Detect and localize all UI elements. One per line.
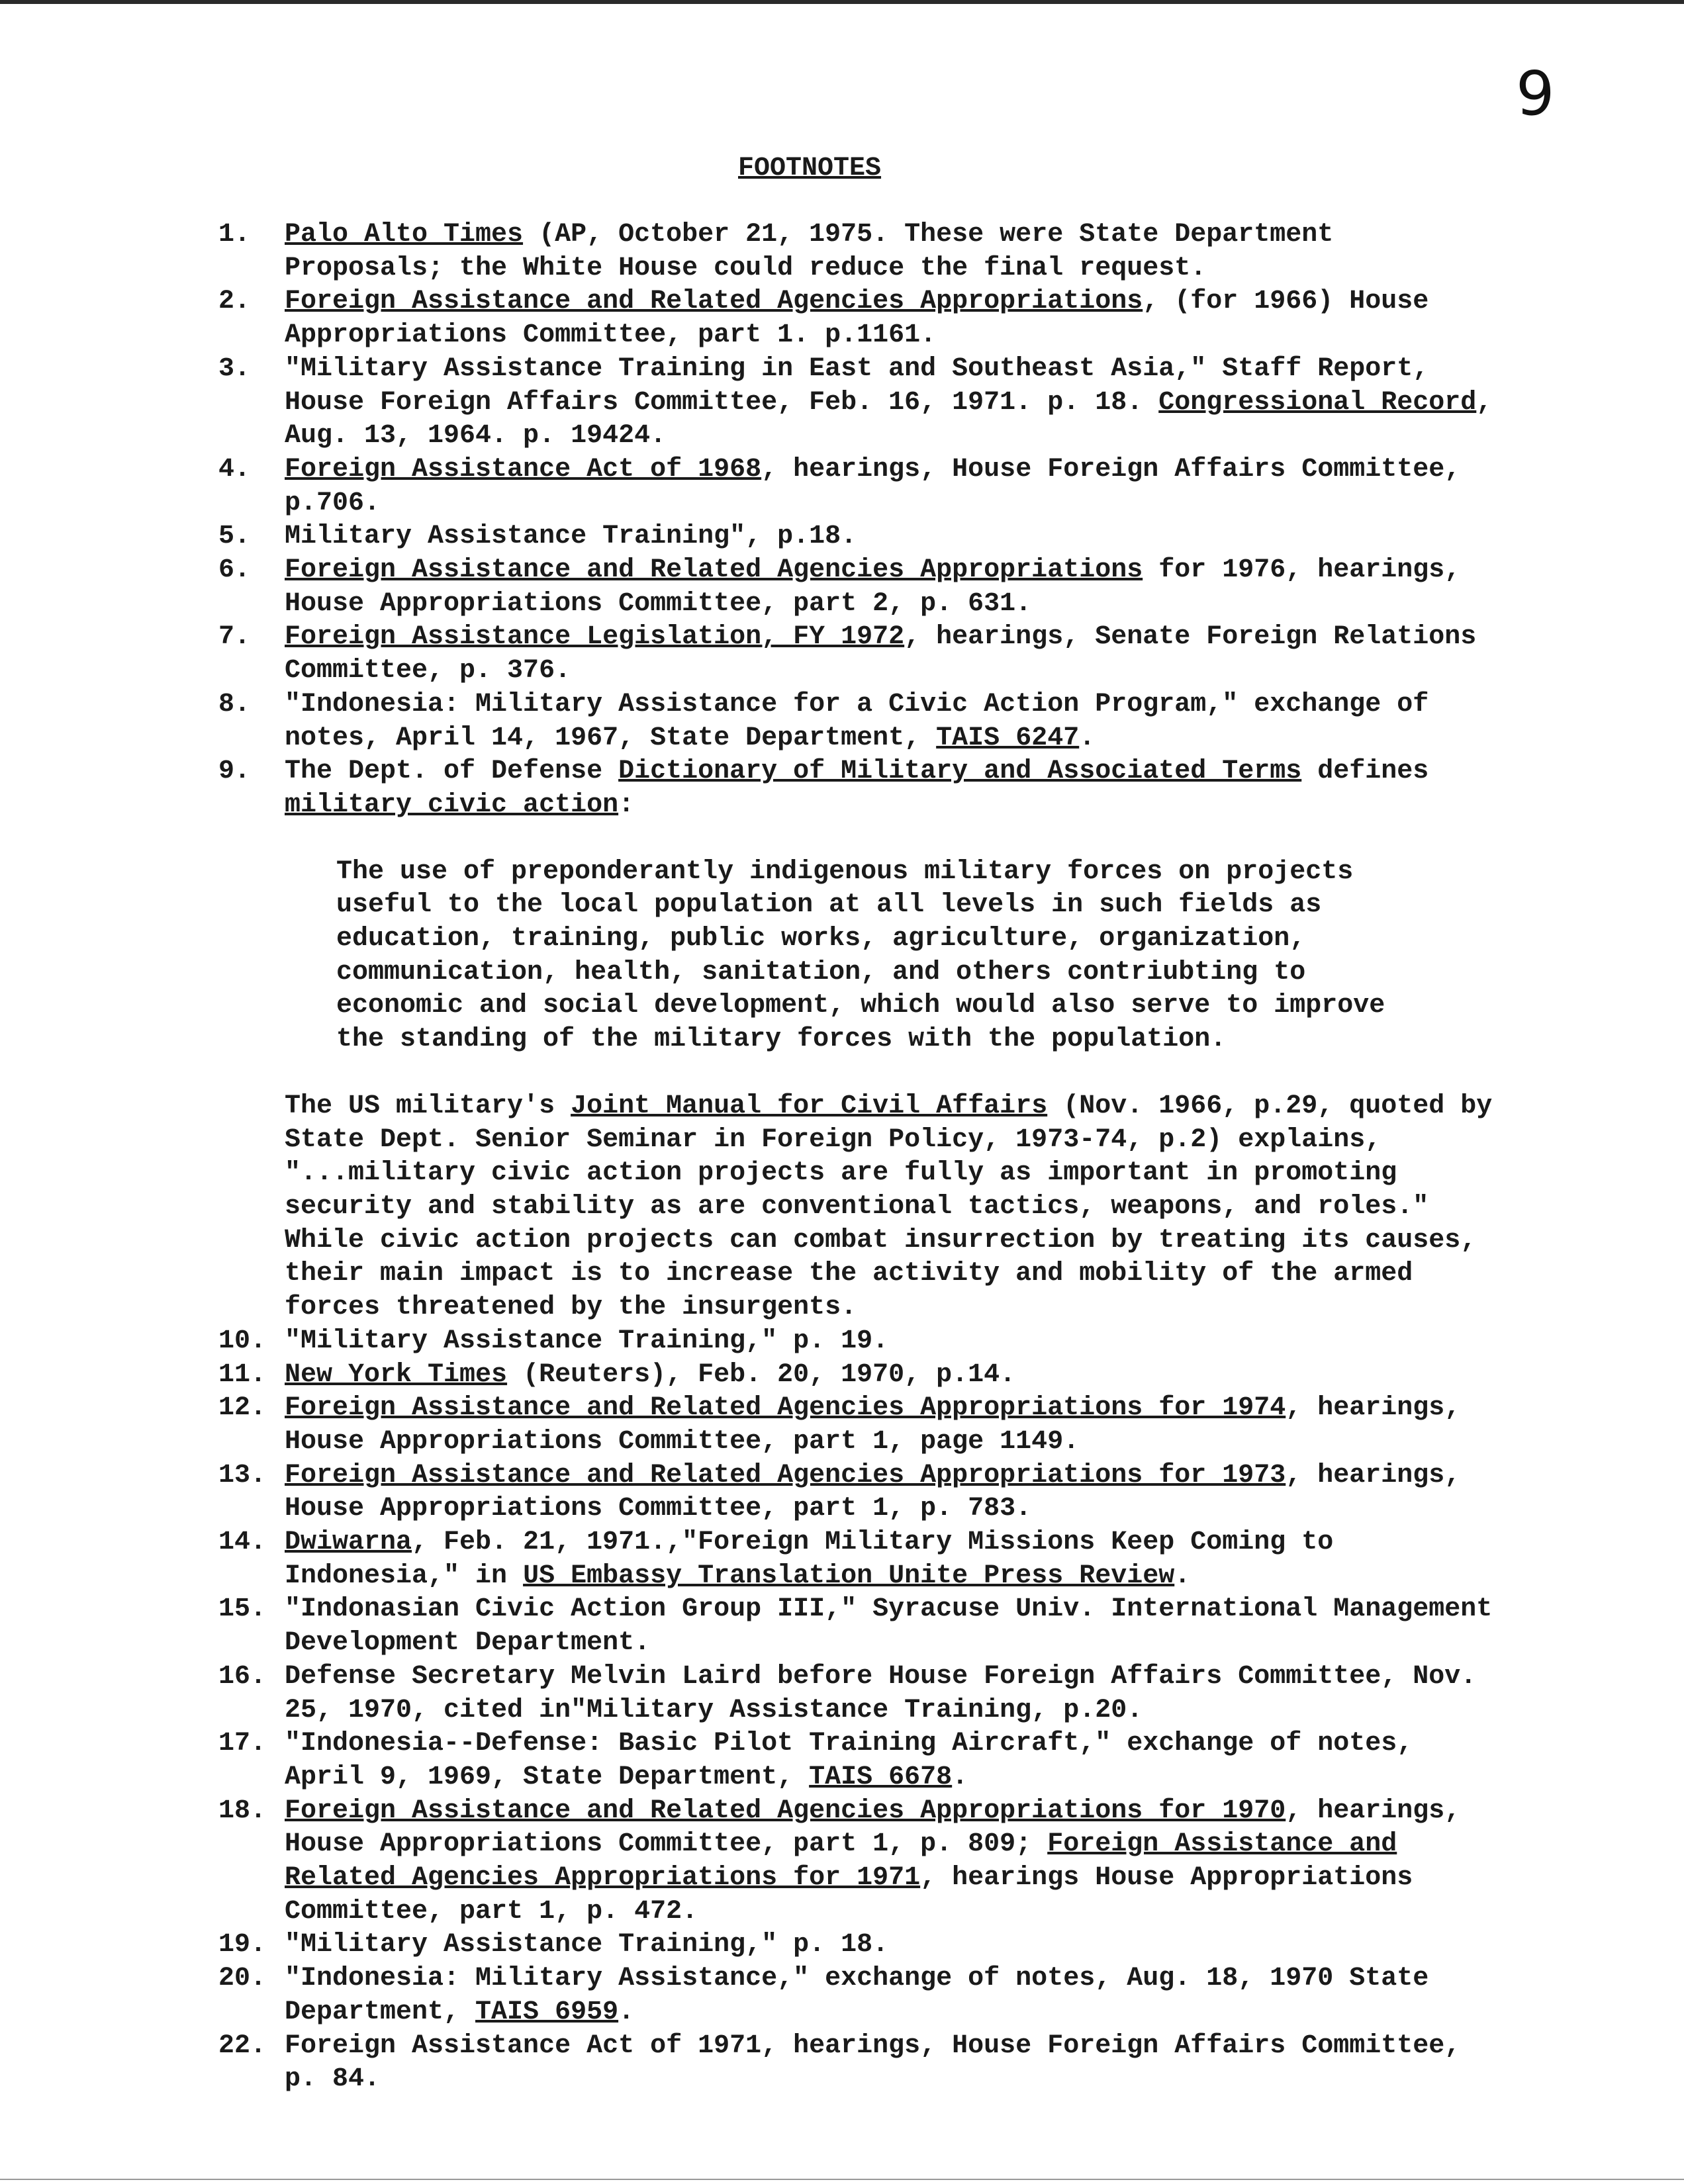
footnote-text [285, 353, 1496, 453]
footnote-number: 10. [218, 1326, 267, 1356]
citation-title: Foreign Assistance and Related Agencies Appropriations for 1973 [285, 1460, 1286, 1490]
citation-text: "Indonesia--Defense: Basic Pilot Training Aircraft," exchange of notes, April 9, 1969, State Department, [285, 1729, 1413, 1792]
citation-text: Defense Secretary Melvin Laird before House Foreign Affairs Committee, Nov. 25, 1970, cited in"Military Assistance Training, p.20. [285, 1661, 1477, 1725]
footnotes-list [218, 218, 1496, 2097]
footnote-text [285, 520, 1496, 554]
citation-title: Foreign Assistance Act of 1968 [285, 454, 762, 484]
footnote-number: 16. [218, 1661, 267, 1692]
citation-text: for 1976, hearings, House Appropriations Committee, part 2, p. 631. [285, 555, 1461, 619]
footnote-item [218, 1661, 1496, 1727]
citation-text: "Indonasian Civic Action Group III," Syracuse Univ. International Management Development Department. [285, 1594, 1493, 1659]
citation-text: "Military Assistance Training," p. 19. [285, 1326, 889, 1356]
footnote-number: 7. [218, 622, 251, 653]
footnote-text [285, 2030, 1496, 2097]
footnote-item [218, 285, 1496, 352]
citation-title: Joint Manual for Civil Affairs [571, 1091, 1048, 1121]
citation-text: . [952, 1762, 968, 1792]
footnotes-group-b [218, 1325, 1496, 2097]
footnote-number: 1. [218, 220, 251, 250]
footnote-number: 18. [218, 1796, 267, 1826]
footnote-item [218, 554, 1496, 621]
footnote-number: 20. [218, 1964, 267, 1994]
citation-text: (Nov. 1966, p.29, quoted by State Dept. Senior Seminar in Foreign Policy, 1973-74, p.2) explains, "...military civic action projects are fully as important in promoting security and stability as are conventional tactics, weapons, and roles." While civic action projects can combat insurrection by treating its causes, their main impact is to increase the activity and mobility of the armed forces threatened by the insurgents. [285, 1091, 1493, 1323]
citation-title: Foreign Assistance and Related Agencies Appropriations [285, 555, 1143, 586]
footnote-text [285, 1526, 1496, 1593]
footnote-number: 17. [218, 1729, 267, 1759]
citation-text: defines [1301, 756, 1429, 787]
citation-text: Military Assistance Training", p.18. [285, 522, 857, 552]
footnote-number: 15. [218, 1594, 267, 1625]
footnote-text [285, 1392, 1496, 1459]
footnote-item [218, 1593, 1496, 1660]
citation-title: Foreign Assistance and Related Agencies Appropriations for 1974 [285, 1393, 1286, 1424]
footnote-number: 6. [218, 555, 251, 586]
citation-text: Foreign Assistance Act of 1971, hearings, House Foreign Affairs Committee, p. 84. [285, 2030, 1461, 2095]
citation-text: "Military Assistance Training," p. 18. [285, 1930, 889, 1960]
footnote-number: 4. [218, 454, 251, 484]
footnote-text [285, 285, 1496, 352]
citation-text: , Feb. 21, 1971.,"Foreign Military Missions Keep Coming to Indonesia," in [285, 1527, 1334, 1591]
citation-text: . [1174, 1561, 1191, 1591]
footnote-text [285, 554, 1496, 621]
citation-text: "Military Assistance Training in East and Southeast Asia," Staff Report, House Foreign Affairs Committee, Feb. 16, 1971. p. 18. [285, 353, 1429, 418]
citation-title: Dwiwarna [285, 1527, 412, 1558]
footnote-text [285, 1359, 1496, 1392]
footnote-item [218, 353, 1496, 453]
citation-title: Foreign Assistance Legislation, FY 1972 [285, 622, 905, 653]
citation-title: military civic action [285, 790, 619, 820]
footnote-number: 11. [218, 1359, 267, 1390]
footnote-text [285, 1459, 1496, 1526]
citation-text: . [1079, 723, 1096, 753]
citation-text: "Indonesia: Military Assistance," exchange of notes, Aug. 18, 1970 State Department, [285, 1964, 1429, 2027]
footnote-text [285, 1325, 1496, 1359]
citation-text: : [618, 790, 635, 820]
citation-title: Foreign Assistance and Related Agencies Appropriations [285, 287, 1143, 317]
page-bottom-edge [0, 2179, 1684, 2180]
citation-title: Foreign Assistance and Related Agencies Appropriations for 1970 [285, 1796, 1286, 1826]
citation-text: The US military's [285, 1091, 571, 1121]
footnote-number: 12. [218, 1393, 267, 1424]
footnote-item [218, 1795, 1496, 1929]
footnote-9-continuation [285, 1090, 1496, 1325]
footnote-number: 8. [218, 689, 251, 719]
footnote-item [218, 520, 1496, 554]
footnote-item [218, 1359, 1496, 1392]
citation-text: , hearings House Appropriations Committee, part 1, p. 472. [285, 1863, 1413, 1927]
footnote-item [218, 1459, 1496, 1526]
footnote-text [285, 688, 1496, 755]
footnote-text [285, 453, 1496, 520]
footnote-item [218, 1526, 1496, 1593]
citation-text: , hearings, Senate Foreign Relations Committee, p. 376. [285, 622, 1477, 686]
footnote-text [285, 1929, 1496, 1962]
citation-title: US Embassy Translation Unite Press Review [523, 1561, 1175, 1591]
citation-text: , hearings, House Foreign Affairs Committee, p.706. [285, 454, 1461, 518]
footnote-item [218, 1962, 1496, 2029]
footnote-item [218, 1325, 1496, 1359]
footnote-text [285, 218, 1496, 285]
footnote-item [218, 453, 1496, 520]
footnote-item [218, 2030, 1496, 2097]
footnote-number: 2. [218, 287, 251, 317]
page-top-edge [0, 0, 1684, 4]
citation-text: (Reuters), Feb. 20, 1970, p.14. [507, 1359, 1016, 1390]
citation-text: , hearings, House Appropriations Committee, part 1, page 1149. [285, 1393, 1461, 1457]
citation-text: The Dept. of Defense [285, 756, 619, 787]
citation-title: Dictionary of Military and Associated Terms [618, 756, 1302, 787]
footnote-number: 22. [218, 2030, 267, 2061]
citation-title: Foreign Assistance and Related Agencies Appropriations for 1971 [285, 1829, 1397, 1893]
footnote-text [285, 1962, 1496, 2029]
footnote-item [218, 1727, 1496, 1794]
citation-title: Congressional Record [1158, 387, 1477, 418]
citation-text: , hearings, House Appropriations Committee, part 1, p. 809; [285, 1796, 1461, 1860]
footnote-text [285, 1795, 1496, 1929]
citation-title: Palo Alto Times [285, 220, 524, 250]
footnote-number: 13. [218, 1460, 267, 1490]
footnote-text [285, 1661, 1496, 1727]
citation-text: , Aug. 13, 1964. p. 19424. [285, 387, 1493, 451]
footnote-item [218, 755, 1496, 822]
footnote-item [218, 621, 1496, 688]
citation-title: TAIS 6247 [936, 723, 1080, 753]
footnote-text [285, 621, 1496, 688]
citation-title: New York Times [285, 1359, 508, 1390]
footnotes-group-a [218, 218, 1496, 823]
footnote-item [218, 1392, 1496, 1459]
page-title: FOOTNOTES [738, 154, 882, 183]
footnote-item [218, 1929, 1496, 1962]
citation-text: . [618, 1997, 635, 2027]
footnote-number: 9. [218, 756, 251, 787]
page-number: 9 [1516, 58, 1555, 129]
citation-text: , (for 1966) House Appropriations Committee, part 1. p.1161. [285, 287, 1429, 351]
footnote-text [285, 755, 1496, 822]
citation-title: TAIS 6678 [809, 1762, 953, 1792]
citation-title: TAIS 6959 [475, 1997, 619, 2027]
footnote-number: 3. [218, 353, 251, 384]
footnote-number: 14. [218, 1527, 267, 1558]
footnote-item [218, 218, 1496, 285]
definition-quote: The use of preponderantly indigenous military forces on projects useful to the local population at all levels in such fields as education, training, public works, agriculture, organization, communication, health, sanitation, and others contriubting to economic and social development, which would also serve to improve the standing of the military forces with the population. [336, 856, 1385, 1055]
footnote-text [285, 1593, 1496, 1660]
footnote-item [218, 688, 1496, 755]
citation-text: (AP, October 21, 1975. These were State Department Proposals; the White House could reduce the final request. [285, 220, 1334, 283]
citation-text: "Indonesia: Military Assistance for a Civic Action Program," exchange of notes, April 14, 1967, State Department, [285, 689, 1429, 753]
footnote-text [285, 1727, 1496, 1794]
footnote-number: 19. [218, 1930, 267, 1960]
citation-text: , hearings, House Appropriations Committee, part 1, p. 783. [285, 1460, 1461, 1524]
footnote-number: 5. [218, 522, 251, 552]
